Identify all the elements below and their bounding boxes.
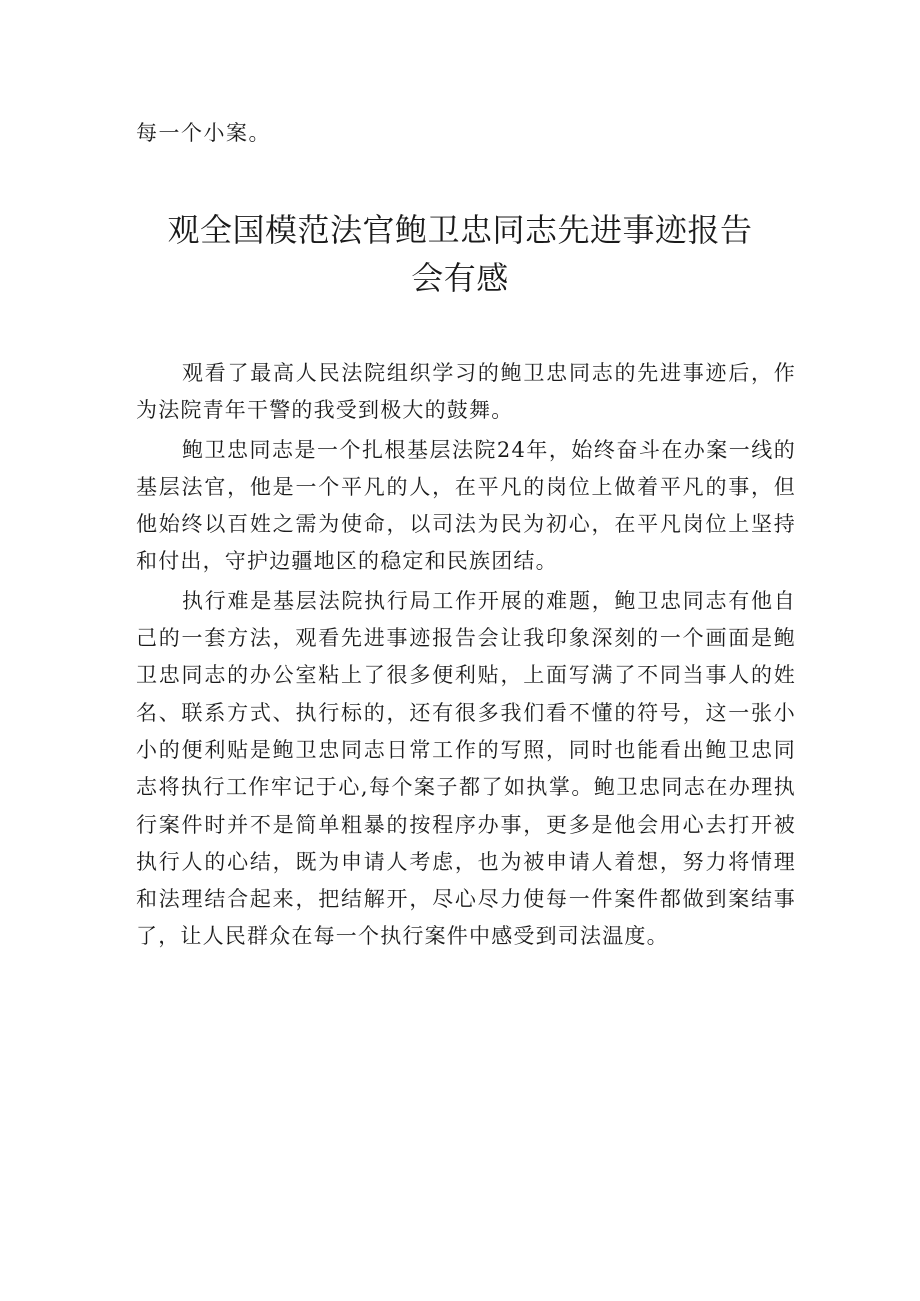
article-body — [136, 355, 796, 958]
paragraph-execution: 执行难是基层法院执行局工作开展的难题，鲍卫忠同志有他自己的一套方法，观看先进事迹报告会让我印象深刻的一个画面是鲍卫忠同志的办公室粘上了很多便利贴，上面写满了不同当事人的姓名、联系方式、执行标的，还有很多我们看不懂的符号，这一张小小的便利贴是鲍卫忠同志日常工作的写照，同时也能看出鲍卫忠同志将执行工作牢记于心,每个案子都了如执掌。鲍卫忠同志在办理执行案件时并不是简单粗暴的按程序办事，更多是他会用心去打开被执行人的心结，既为申请人考虑，也为被申请人着想，努力将情理和法理结合起来，把结解开，尽心尽力使每一件案件都做到案结事了，让人民群众在每一个执行案件中感受到司法温度。 — [136, 588, 796, 949]
paragraph-profile: 鲍卫忠同志是一个扎根基层法院24年，始终奋斗在办案一线的基层法官，他是一个平凡的人，在平凡的岗位上做着平凡的事，但他始终以百姓之需为使命，以司法为民为初心，在平凡岗位上坚持和付出，守护边疆地区的稳定和民族团结。 — [136, 437, 796, 574]
title-line-1: 观全国模范法官鲍卫忠同志先进事迹报告 — [167, 211, 753, 249]
article-title — [120, 206, 800, 302]
continuation-text: 每一个小案。 — [136, 121, 271, 145]
title-line-2: 会有感 — [411, 259, 509, 297]
paragraph-intro: 观看了最高人民法院组织学习的鲍卫忠同志的先进事迹后，作为法院青年干警的我受到极大的鼓舞。 — [136, 361, 796, 423]
